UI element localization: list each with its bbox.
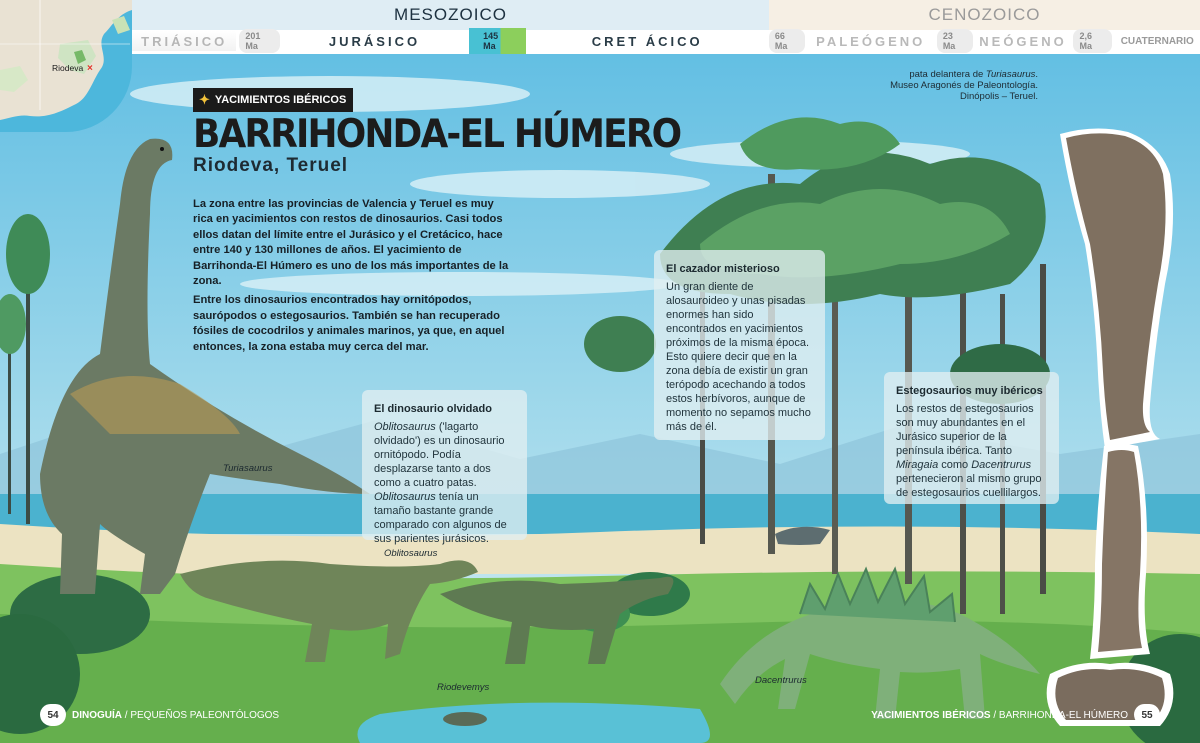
footer-right: [871, 704, 1160, 726]
info-box-olvidado-title: El dinosaurio olvidado: [374, 403, 492, 415]
period-jurassic: JURÁSICO: [283, 31, 466, 51]
caption-riodevemys: Riodevemys: [437, 682, 490, 693]
footer-left: [40, 704, 279, 726]
period-triassic: TRIÁSICO: [132, 31, 236, 51]
info-box-estegosaurios-text: Los restos de estegosaurios son muy abundantes en el Jurásico superior de la península ibérica. Tanto Miragaia como Dacentrurus pertenecieron al mismo grupo de estegosaurios cuellilargos.: [896, 403, 1042, 499]
info-box-estegosaurios-title: Estegosaurios muy ibéricos: [896, 385, 1043, 397]
geologic-timeline: [0, 0, 1200, 54]
photo-caption: pata delantera de Turiasaurus. Museo Aragonés de Paleontología. Dinópolis – Teruel.: [890, 69, 1038, 102]
era-mesozoic-label: MESOZOICO: [394, 5, 507, 24]
iberia-location-map: [0, 0, 132, 132]
intro-paragraph-2: Entre los dinosaurios encontrados hay ornitópodos, saurópodos o estegosaurios. También se han recuperado fósiles de cocodrilos y animales marinos, ya que, en aquel entonces, la zona estaba muy cerca del mar.: [193, 294, 505, 353]
page-subtitle: Riodeva, Teruel: [193, 155, 349, 176]
period-cretaceous: CRET ÁCICO: [529, 31, 766, 51]
caption-dacentrurus: Dacentrurus: [755, 675, 807, 686]
caption-turiasaurus: Turiasaurus: [223, 463, 273, 474]
info-box-olvidado-text: Oblitosaurus ('lagarto olvidado') es un dinosaurio ornitópodo. Podía desplazarse tanto a dos como a cuatro patas. Oblitosaurus tenía un tamaño bastante grande comparado con algunos de sus parientes jurásicos.: [374, 421, 507, 545]
section-badge: [193, 88, 353, 112]
period-paleogene: PALEÓGENO: [816, 33, 926, 49]
age-23: 23 Ma: [937, 29, 973, 53]
era-cenozoic-label: CENOZOICO: [928, 5, 1041, 24]
info-box-cazador-text: Un gran diente de alosauroideo y unas pisadas enormes han sido encontrados en yacimientos próximos de la misma época. Esto quiere decir que en la zona debía de existir un gran terópodo acechando a todos estos herbívoros, aunque de momento no sepamos mucho más de él.: [666, 281, 811, 433]
intro-paragraph-1: La zona entre las provincias de Valencia y Teruel es muy rica en yacimientos con restos de dinosaurios. Casi todos ellos datan del límite entre el Jurásico y el Cretácico, hace entre 140 y 130 millones de años. El yacimiento de Barrihonda-El Húmero es uno de los más importantes de la zona.: [193, 198, 509, 288]
page-number-right: 55: [1134, 704, 1160, 726]
page-number-left: 54: [40, 704, 66, 726]
caption-oblitosaurus: Oblitosaurus: [384, 548, 438, 559]
age-201: 201 Ma: [239, 29, 280, 53]
age-2-6: 2,6 Ma: [1073, 29, 1111, 53]
intro-text: [193, 197, 511, 355]
section-badge-label: YACIMIENTOS IBÉRICOS: [214, 94, 347, 106]
info-box-estegosaurios: [884, 372, 1059, 504]
info-box-cazador-title: El cazador misterioso: [666, 263, 780, 275]
period-quaternary: CUATERNARIO: [1120, 35, 1194, 47]
era-cenozoic: [769, 0, 1200, 30]
age-145: 145 Ma: [469, 28, 526, 54]
era-mesozoic: [132, 0, 769, 30]
dinosaur-footprint-icon: ✦: [199, 92, 210, 107]
info-box-olvidado: [362, 390, 527, 545]
footer-left-text: DINOGUÍA / PEQUEÑOS PALEONTÓLOGOS: [72, 709, 280, 721]
map-riodeva-label: Riodeva: [52, 63, 84, 73]
period-neogene: NEÓGENO: [979, 33, 1067, 49]
page-title: BARRIHONDA-EL HÚMERO: [193, 112, 681, 157]
age-66: 66 Ma: [769, 29, 805, 53]
riodevemys-turtle: [443, 712, 487, 726]
info-box-cazador: [654, 250, 825, 440]
map-location-marker: ×: [87, 63, 93, 74]
footer-right-text: YACIMIENTOS IBÉRICOS / BARRIHONDA-EL HÚMERO: [871, 709, 1128, 721]
